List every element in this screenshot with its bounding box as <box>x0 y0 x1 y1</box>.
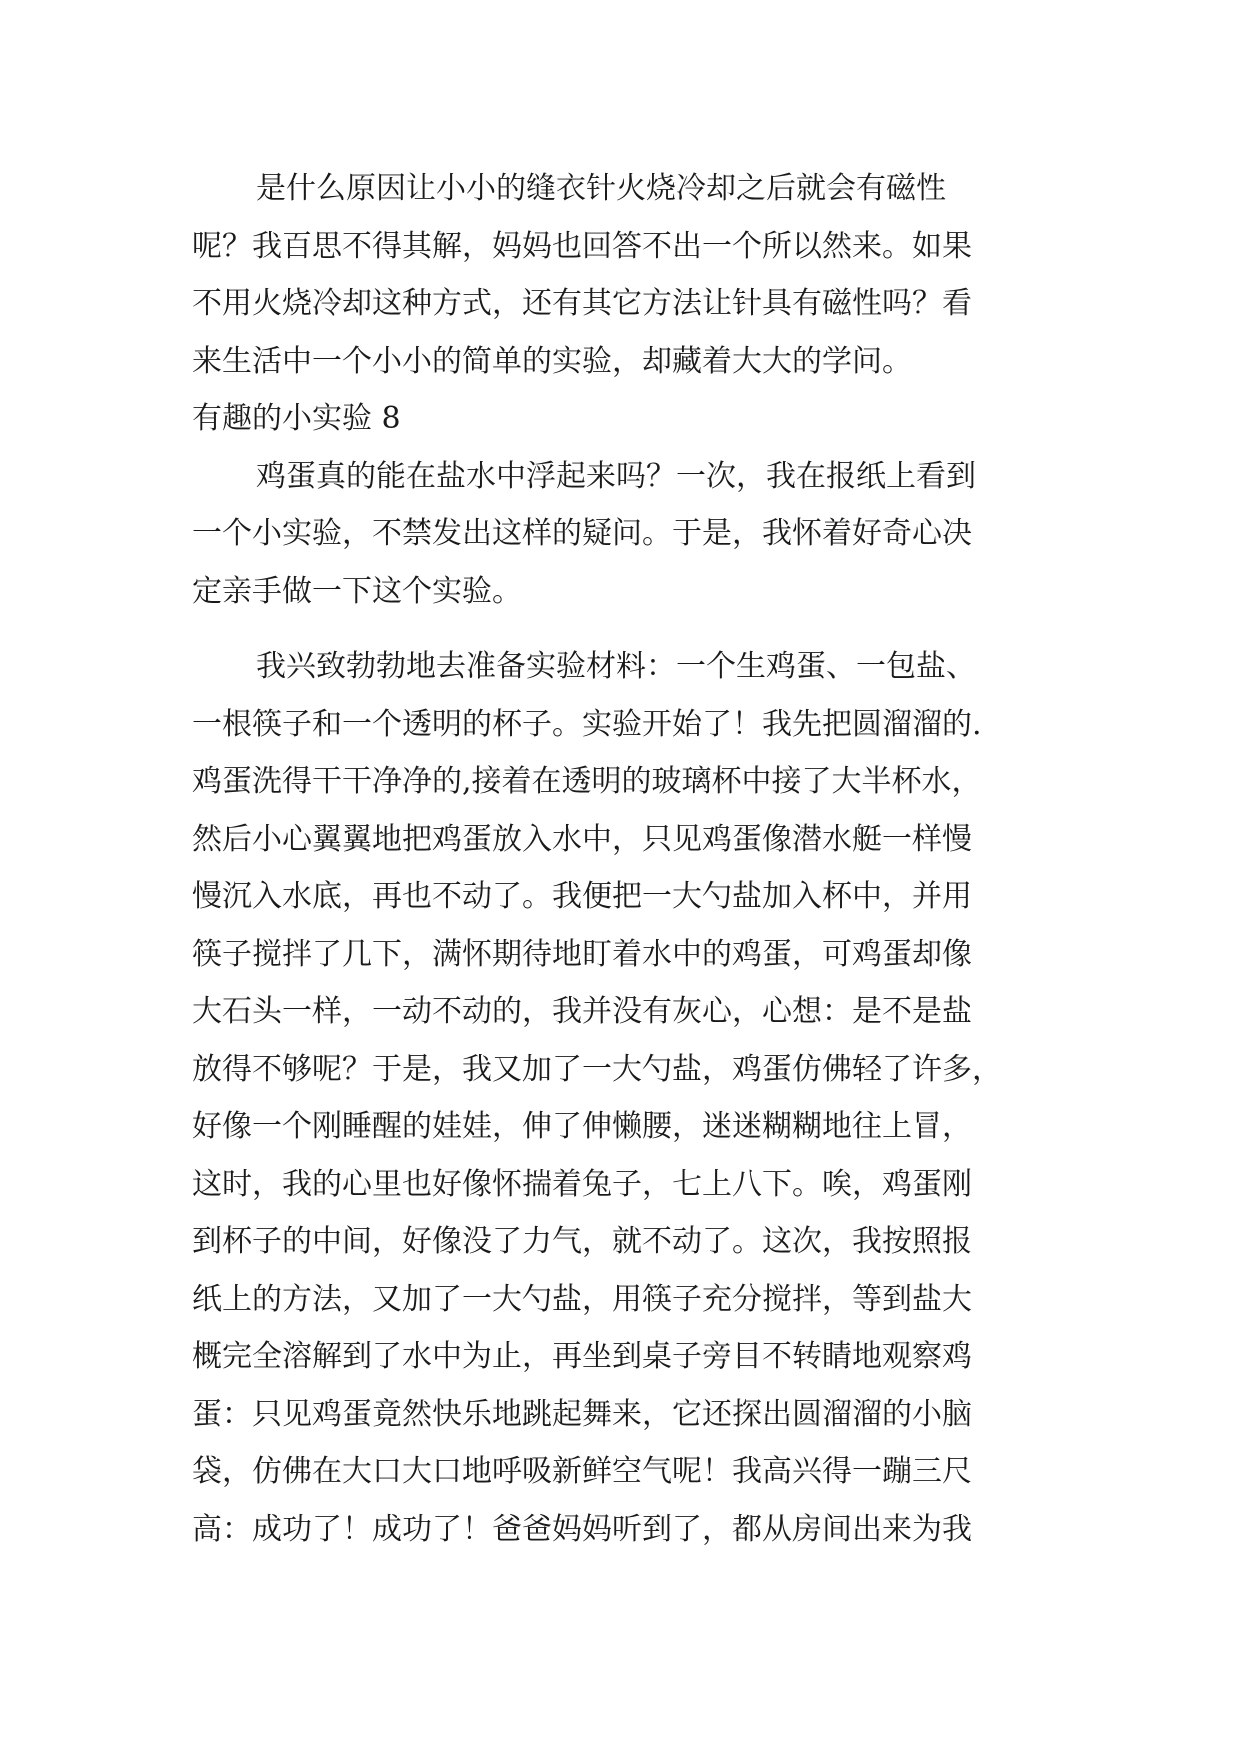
paragraph-line: 不用火烧冷却这种方式，还有其它方法让针具有磁性吗？看 <box>192 286 972 321</box>
paragraph-line: 我兴致勃勃地去准备实验材料：一个生鸡蛋、一包盐、 <box>256 649 976 684</box>
paragraph-line: 概完全溶解到了水中为止，再坐到桌子旁目不转睛地观察鸡 <box>192 1339 972 1374</box>
paragraph-line: 呢？我百思不得其解，妈妈也回答不出一个所以然来。如果 <box>192 228 972 264</box>
paragraph-line: 好像一个刚睡醒的娃娃，伸了伸懒腰，迷迷糊糊地往上冒， <box>192 1109 972 1144</box>
paragraph-line: 来生活中一个小小的简单的实验，却藏着大大的学问。 <box>192 343 912 379</box>
paragraph-line: 到杯子的中间，好像没了力气，就不动了。这次，我按照报 <box>192 1224 972 1259</box>
paragraph-line: 一个小实验，不禁发出这样的疑问。于是，我怀着好奇心决 <box>192 516 972 551</box>
paragraph-line: 放得不够呢？于是，我又加了一大勺盐，鸡蛋仿佛轻了许多， <box>192 1051 1002 1087</box>
paragraph-line: 蛋：只见鸡蛋竟然快乐地跳起舞来，它还探出圆溜溜的小脑 <box>192 1396 972 1432</box>
paragraph-line: 袋，仿佛在大口大口地呼吸新鲜空气呢！我高兴得一蹦三尺 <box>192 1454 972 1489</box>
paragraph-line: 鸡蛋真的能在盐水中浮起来吗？一次，我在报纸上看到 <box>256 458 976 494</box>
paragraph-line: 筷子搅拌了几下，满怀期待地盯着水中的鸡蛋，可鸡蛋却像 <box>192 936 972 972</box>
paragraph-line: 慢沉入水底，再也不动了。我便把一大勺盐加入杯中，并用 <box>192 879 972 914</box>
section-heading: 有趣的小实验 8 <box>192 401 401 436</box>
paragraph-line: 定亲手做一下这个实验。 <box>192 573 522 609</box>
paragraph-line: 大石头一样，一动不动的，我并没有灰心，心想：是不是盐 <box>192 994 972 1029</box>
paragraph-line: 然后小心翼翼地把鸡蛋放入水中，只见鸡蛋像潜水艇一样慢 <box>192 821 972 857</box>
paragraph-line: 这时，我的心里也好像怀揣着兔子，七上八下。唉，鸡蛋刚 <box>192 1166 972 1202</box>
paragraph-line: 是什么原因让小小的缝衣针火烧冷却之后就会有磁性 <box>256 171 946 206</box>
document-body <box>192 160 1052 1558</box>
paragraph-line: 纸上的方法，又加了一大勺盐，用筷子充分搅拌，等到盐大 <box>192 1281 972 1317</box>
paragraph-line: 鸡蛋洗得干干净净的,接着在透明的玻璃杯中接了大半杯水， <box>192 764 982 799</box>
paragraph-line: 高：成功了！成功了！爸爸妈妈听到了，都从房间出来为我 <box>192 1511 972 1547</box>
paragraph-line: 一根筷子和一个透明的杯子。实验开始了！我先把圆溜溜的. <box>192 706 982 742</box>
